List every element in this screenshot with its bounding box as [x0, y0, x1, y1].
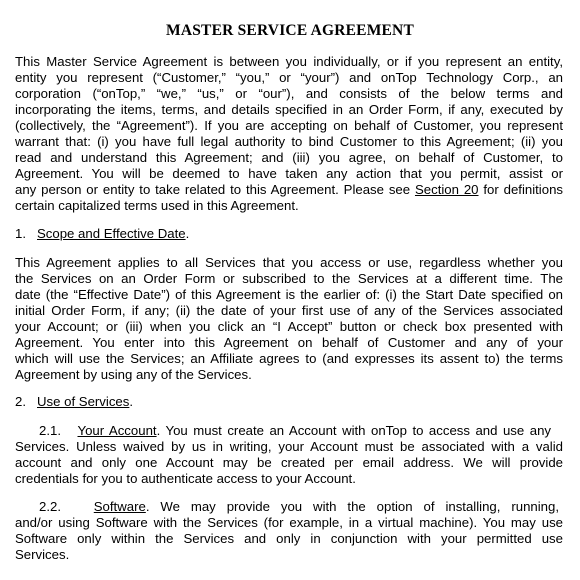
section-1-line: initial Order Form, if any; (ii) the date of your first use of any of the Services associated [15, 303, 563, 318]
intro-line-text: for definitions [478, 182, 563, 197]
section-2-2-line: Services. [15, 547, 70, 562]
intro-line-with-link [15, 182, 563, 198]
subsection-number: 2.1. [39, 423, 61, 438]
section-title: Scope and Effective Date [37, 226, 186, 241]
intro-line: warrant that: (i) you have full legal authority to bind Customer to this Agreement; (ii) you [15, 134, 563, 149]
subsection-title: Software [93, 499, 146, 514]
section-2-1-line: Services. Unless waived by us in writing, your Account must be associated with a valid [15, 439, 563, 454]
section-title: Use of Services [37, 394, 130, 409]
subsection-text: . We may provide you with the option of installing, running, [145, 499, 559, 514]
section-2-heading [15, 394, 133, 409]
section-1-heading [15, 226, 189, 241]
section-1-line: your Account; or (iii) when you click an “I Accept” button or check box presented with [15, 319, 563, 334]
section-20-link[interactable]: Section 20 [414, 182, 479, 197]
intro-line: (collectively, the “Agreement”). If you are accepting on behalf of Customer, you represent [15, 118, 563, 133]
intro-line: This Master Service Agreement is between you individually, or if you represent an entity, [15, 54, 563, 69]
section-number: 2. [15, 394, 26, 409]
section-2-2-line: and/or using Software with the Services (for example, in a virtual machine). You may use [15, 515, 563, 530]
intro-line: entity you represent (“Customer,” “you,” or “your”) and onTop Technology Corp., an [15, 70, 563, 85]
section-1-line: Agreement by using any of the Services. [15, 367, 252, 382]
intro-line: read and understand this Agreement; and (iii) you agree, on behalf of Customer, to [15, 150, 563, 165]
intro-line: corporation (“onTop,” “we,” “us,” or “our”), and consists of the below terms and [15, 86, 563, 101]
section-title-suffix: . [129, 394, 134, 409]
section-1-line: the Services on an Order Form or subscribed to the Services at a different time. The [15, 271, 563, 286]
intro-line: incorporating the items, terms, and details specified in an Order Form, if any, executed by [15, 102, 563, 117]
section-2-1-line: account and only one Account may be created per email address. We will provide [15, 455, 563, 470]
section-title-suffix: . [185, 226, 190, 241]
section-1-line: which will use the Services; an Affiliate agrees to (and expresses its assent to) the terms [15, 351, 563, 366]
intro-line: Agreement. You will be deemed to have taken any action that you permit, assist or [15, 166, 563, 181]
document-title: MASTER SERVICE AGREEMENT [166, 22, 414, 39]
subsection-text: . You must create an Account with onTop to access and use any [156, 423, 552, 438]
section-number: 1. [15, 226, 26, 241]
intro-line: certain capitalized terms used in this Agreement. [15, 198, 299, 213]
section-1-line: date (the “Effective Date”) of this Agreement is the earlier of: (i) the Start Date specified on [15, 287, 563, 302]
section-2-2-line: Software only within the Services and only in conjunction with your permitted use [15, 531, 563, 546]
subsection-title: Your Account [77, 423, 157, 438]
section-2-1-line: credentials for you to authenticate access to your Account. [15, 471, 356, 486]
section-2-2-first-line [39, 499, 559, 515]
section-1-line: This Agreement applies to all Services that you access or use, regardless whether you [15, 255, 563, 270]
section-2-1-first-line [39, 423, 551, 439]
section-1-line: Agreement. You enter into this Agreement on behalf of Customer and any of your [15, 335, 563, 350]
subsection-number: 2.2. [39, 499, 61, 514]
intro-line-text: any person or entity to take related to this Agreement. Please see [15, 182, 415, 197]
